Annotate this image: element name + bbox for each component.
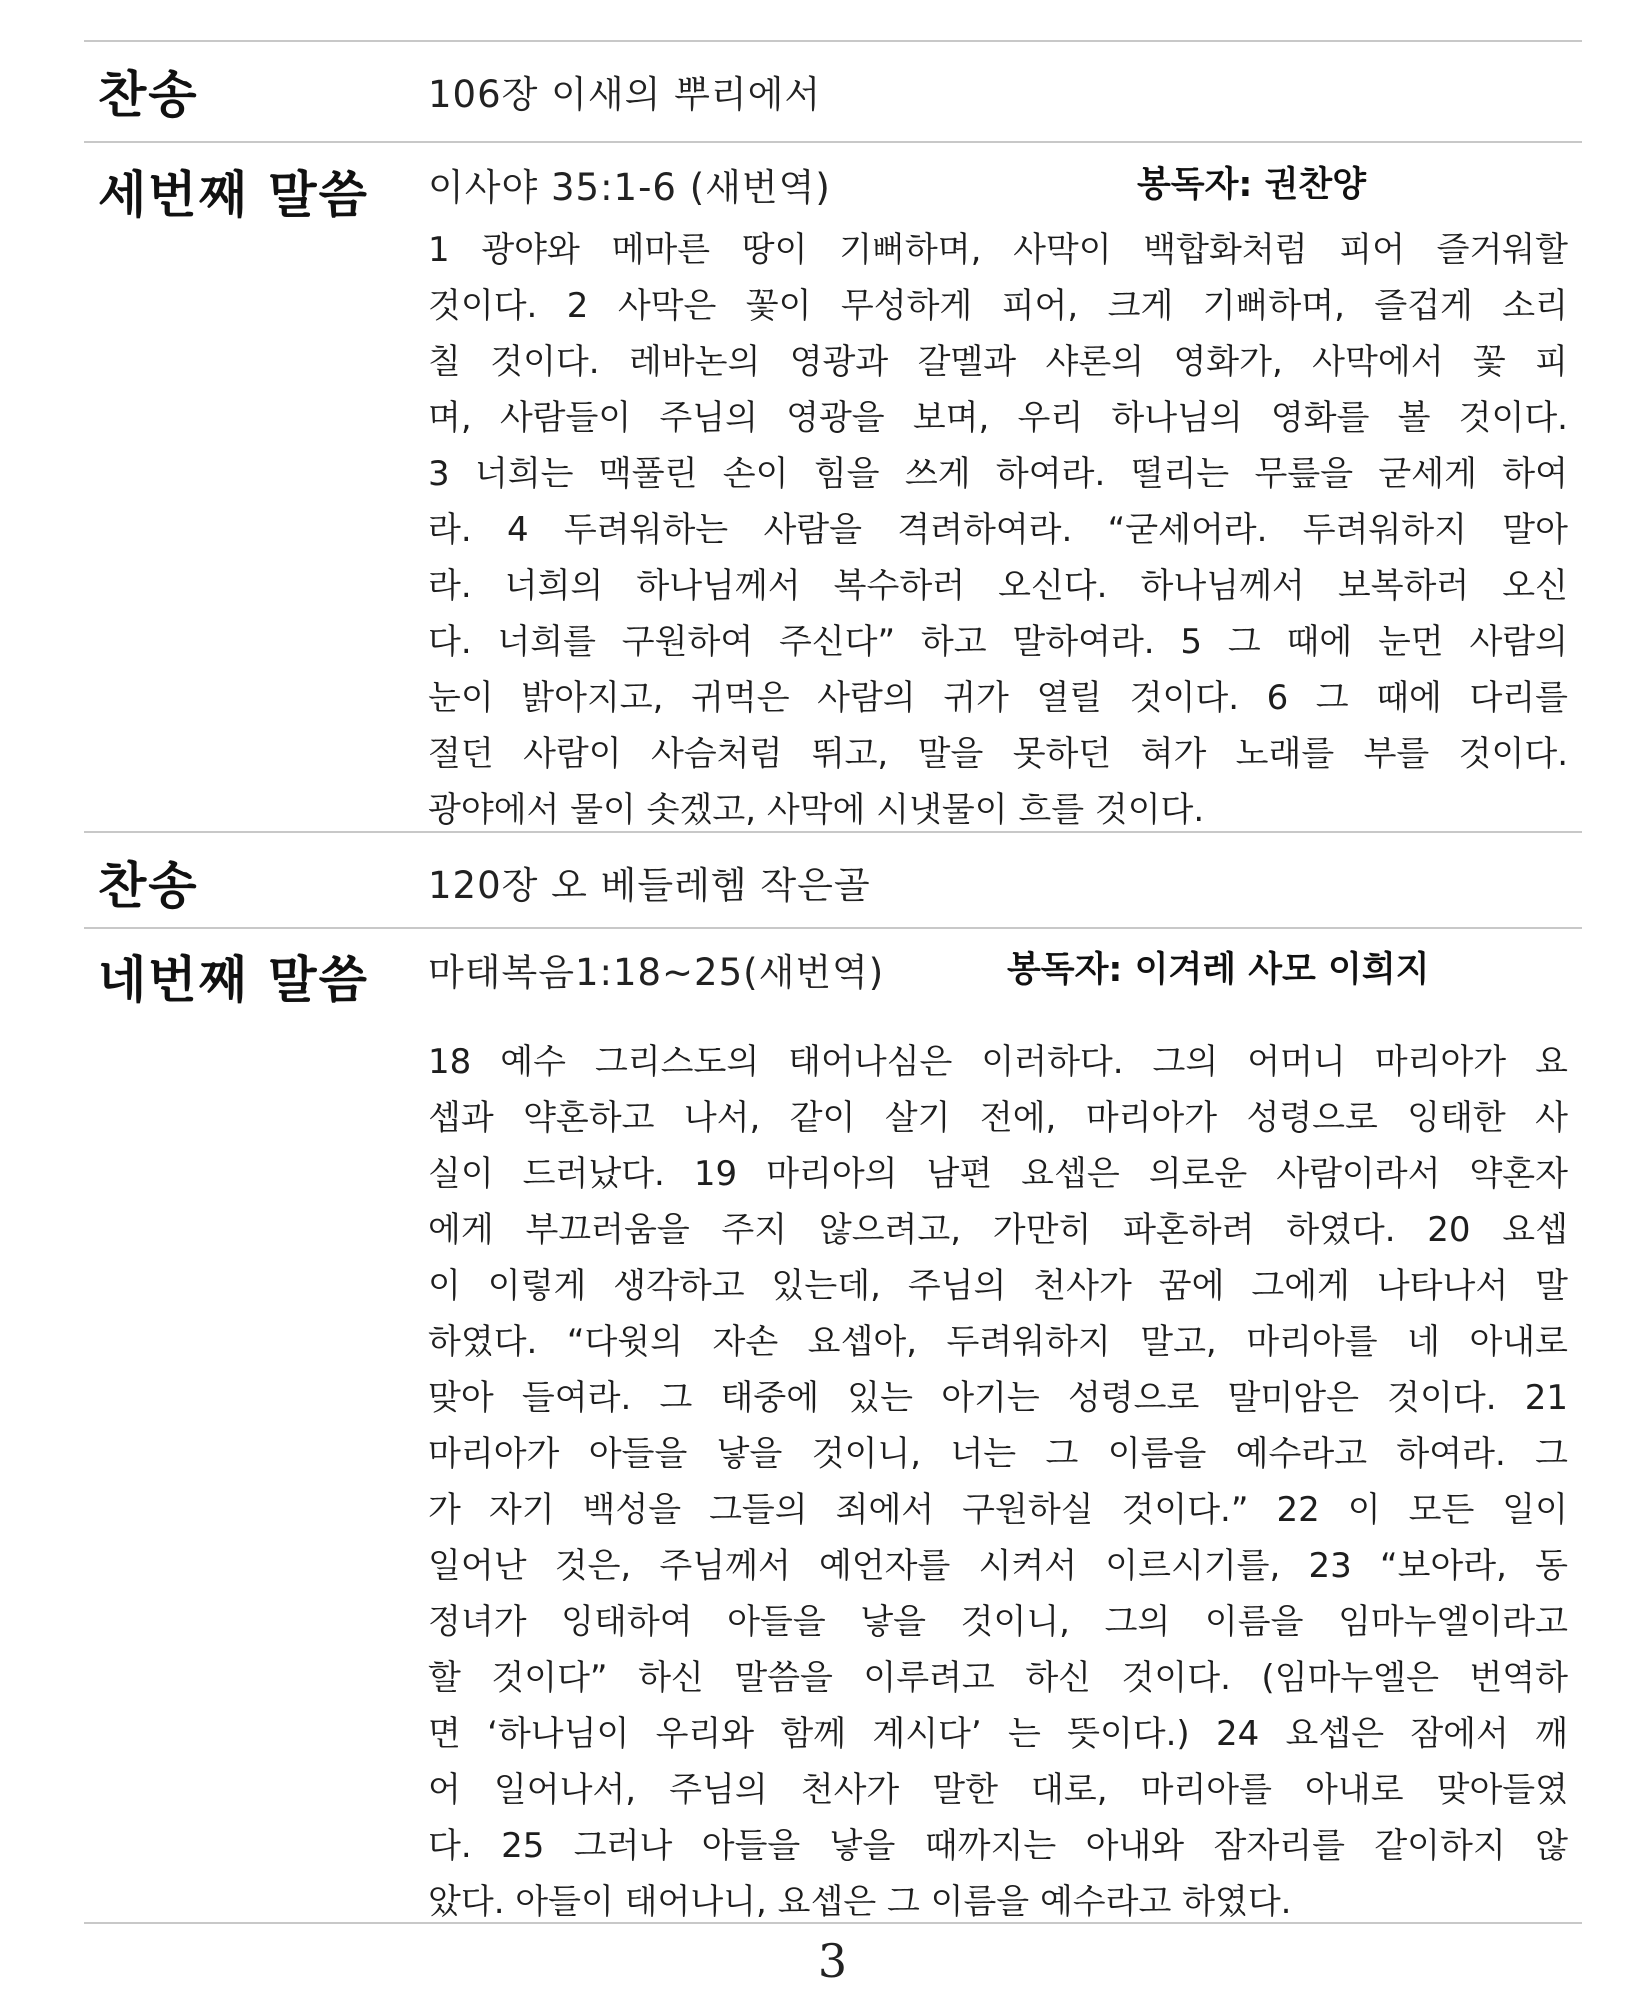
scripture-reference: 이사야 35:1-6 (새번역)	[428, 166, 831, 209]
passage-line: 이 이렇게 생각하고 있는데, 주님의 천사가 꿈에 그에게 나타나서 말	[428, 1266, 1568, 1306]
passage-line: 하였다. “다윗의 자손 요셉아, 두려워하지 말고, 마리아를 네 아내로	[428, 1322, 1568, 1362]
scripture-reference: 마태복음1:18~25(새번역)	[428, 951, 885, 994]
passage-line: 았다. 아들이 태어나니, 요셉은 그 이름을 예수라고 하였다.	[428, 1882, 1292, 1922]
passage-line: 셉과 약혼하고 나서, 같이 살기 전에, 마리아가 성령으로 잉태한 사	[428, 1098, 1568, 1138]
passage-line: 에게 부끄러움을 주지 않으려고, 가만히 파혼하려 하였다. 20 요셉	[428, 1210, 1568, 1250]
section-divider	[84, 831, 1582, 833]
reading-label: 네번째 말씀	[98, 951, 369, 1009]
passage-line: 라. 너희의 하나님께서 복수하러 오신다. 하나님께서 보복하러 오신	[428, 566, 1568, 606]
passage-line: 마리아가 아들을 낳을 것이니, 너는 그 이름을 예수라고 하여라. 그	[428, 1434, 1568, 1474]
reading-label: 세번째 말씀	[98, 166, 369, 224]
hymn-title: 106장 이새의 뿌리에서	[428, 73, 822, 116]
passage-line: 가 자기 백성을 그들의 죄에서 구원하실 것이다.” 22 이 모든 일이	[428, 1490, 1568, 1530]
passage-line: 18 예수 그리스도의 태어나심은 이러하다. 그의 어머니 마리아가 요	[428, 1042, 1568, 1082]
scripture-passage	[428, 1034, 1568, 1930]
passage-line: 라. 4 두려워하는 사람을 격려하여라. “굳세어라. 두려워하지 말아	[428, 510, 1568, 550]
hymn-label: 찬송	[98, 857, 199, 915]
section-divider	[84, 141, 1582, 143]
passage-line: 칠 것이다. 레바논의 영광과 갈멜과 샤론의 영화가, 사막에서 꽃 피	[428, 342, 1568, 382]
passage-line: 며, 사람들이 주님의 영광을 보며, 우리 하나님의 영화를 볼 것이다.	[428, 398, 1568, 438]
passage-line: 정녀가 잉태하여 아들을 낳을 것이니, 그의 이름을 임마누엘이라고	[428, 1602, 1568, 1642]
passage-line: 1 광야와 메마른 땅이 기뻐하며, 사막이 백합화처럼 피어 즐거워할	[428, 230, 1568, 270]
reader-name: 봉독자: 권찬양	[1137, 165, 1367, 205]
passage-line: 맞아 들여라. 그 태중에 있는 아기는 성령으로 말미암은 것이다. 21	[428, 1378, 1568, 1418]
section-divider	[84, 927, 1582, 929]
reader-name: 봉독자: 이겨레 사모 이희지	[1007, 950, 1430, 990]
passage-line: 일어난 것은, 주님께서 예언자를 시켜서 이르시기를, 23 “보아라, 동	[428, 1546, 1568, 1586]
top-divider	[84, 40, 1582, 42]
page-number: 3	[817, 1934, 848, 1988]
footer-divider	[84, 1922, 1582, 1924]
passage-line: 다. 너희를 구원하여 주신다” 하고 말하여라. 5 그 때에 눈먼 사람의	[428, 622, 1568, 662]
passage-line: 절던 사람이 사슴처럼 뛰고, 말을 못하던 혀가 노래를 부를 것이다.	[428, 734, 1568, 774]
hymn-label: 찬송	[98, 66, 199, 124]
passage-line: 할 것이다” 하신 말씀을 이루려고 하신 것이다. (임마누엘은 번역하	[428, 1658, 1568, 1698]
passage-line: 다. 25 그러나 아들을 낳을 때까지는 아내와 잠자리를 같이하지 않	[428, 1826, 1568, 1866]
passage-line: 것이다. 2 사막은 꽃이 무성하게 피어, 크게 기뻐하며, 즐겁게 소리	[428, 286, 1568, 326]
scripture-passage	[428, 222, 1568, 838]
passage-line: 눈이 밝아지고, 귀먹은 사람의 귀가 열릴 것이다. 6 그 때에 다리를	[428, 678, 1568, 718]
passage-line: 실이 드러났다. 19 마리아의 남편 요셉은 의로운 사람이라서 약혼자	[428, 1154, 1568, 1194]
passage-line: 광야에서 물이 솟겠고, 사막에 시냇물이 흐를 것이다.	[428, 790, 1205, 830]
hymn-title: 120장 오 베들레헴 작은골	[428, 864, 871, 907]
passage-line: 3 너희는 맥풀린 손이 힘을 쓰게 하여라. 떨리는 무릎을 굳세게 하여	[428, 454, 1568, 494]
passage-line: 어 일어나서, 주님의 천사가 말한 대로, 마리아를 아내로 맞아들였	[428, 1770, 1568, 1810]
passage-line: 면 ‘하나님이 우리와 함께 계시다’ 는 뜻이다.) 24 요셉은 잠에서 깨	[428, 1714, 1568, 1754]
